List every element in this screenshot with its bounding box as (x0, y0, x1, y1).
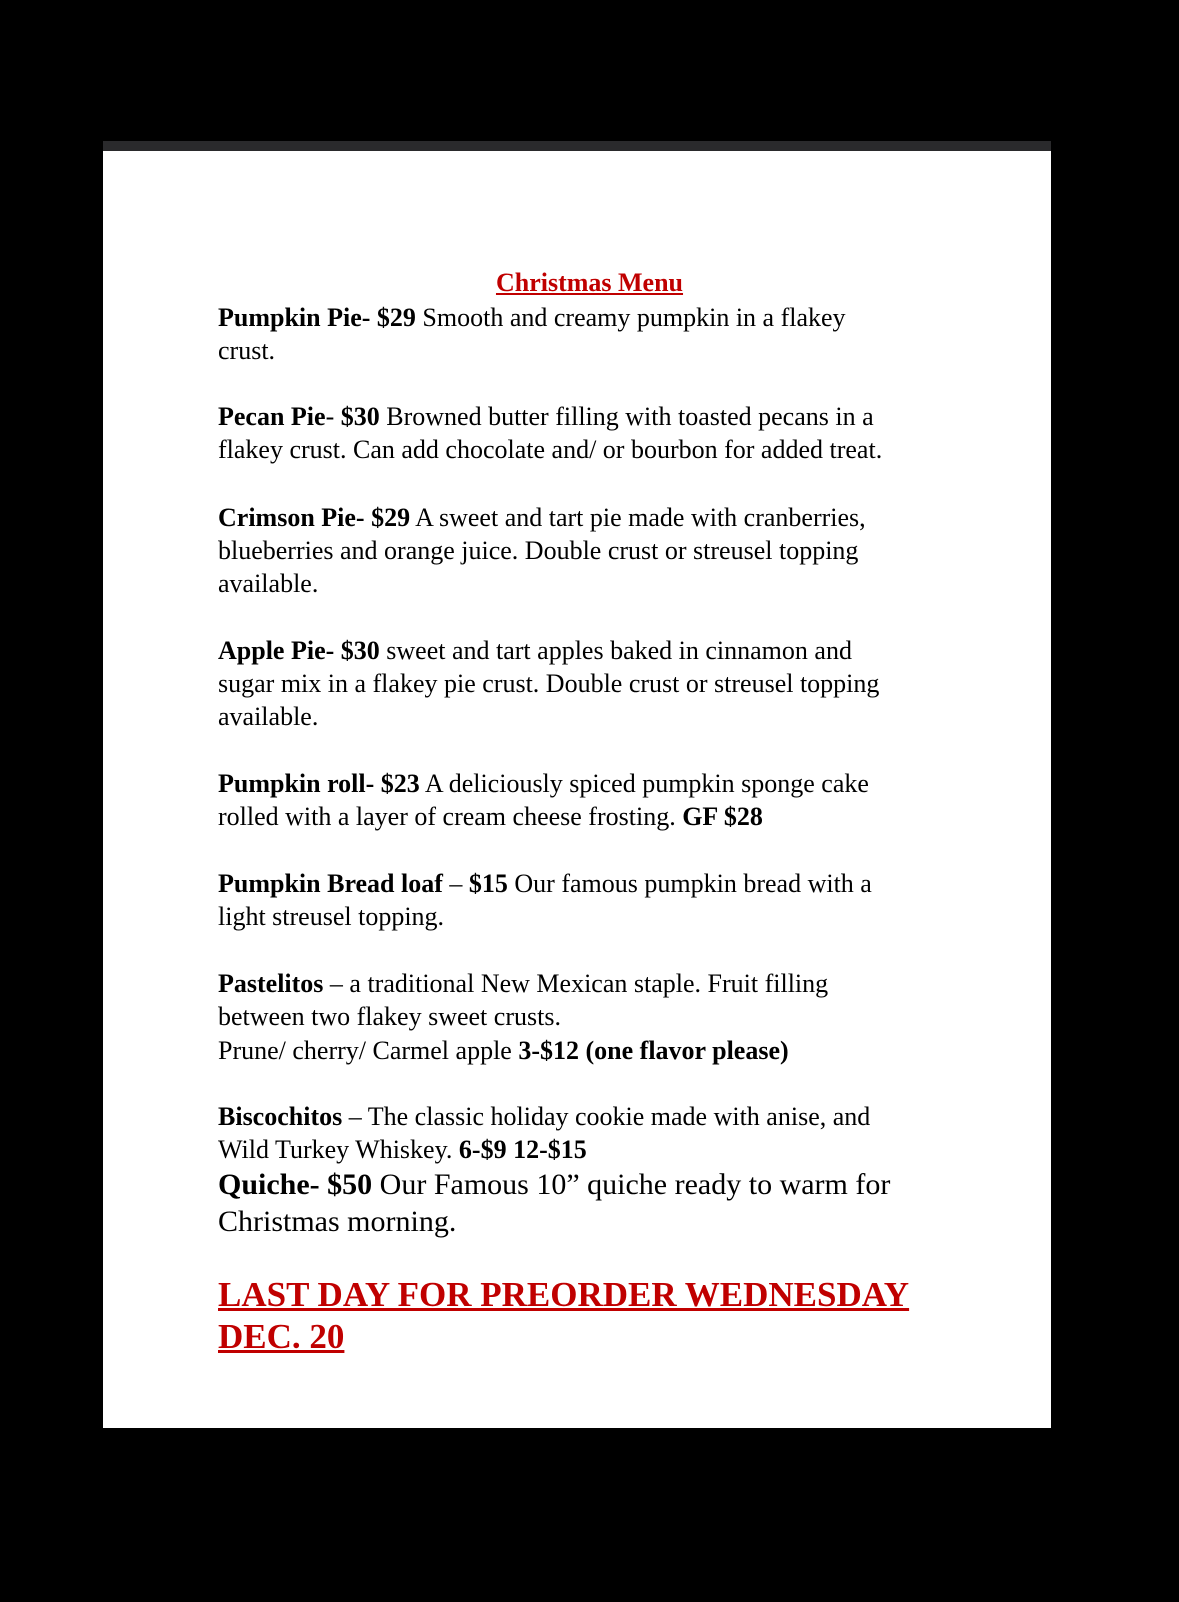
bold-text: DEC. 20 (218, 1317, 345, 1356)
bold-text: Biscochitos (218, 1101, 343, 1131)
text: – The classic holiday cookie made with anise, and (342, 1101, 871, 1131)
text: Smooth and creamy pumpkin in a flakey (415, 302, 846, 332)
text: – (442, 868, 469, 898)
bold-text: Pumpkin Bread loaf (218, 868, 443, 898)
bold-text: 3-$12 (one flavor please) (518, 1035, 789, 1065)
menu-line (218, 634, 852, 667)
bold-text: Pastelitos (218, 968, 324, 998)
menu-line (218, 800, 763, 833)
menu-line (218, 900, 444, 933)
menu-line (218, 1100, 870, 1133)
bold-text: Pecan Pie (218, 401, 326, 431)
text: sugar mix in a flakey pie crust. Double crust or streusel topping (218, 668, 880, 698)
menu-line (218, 334, 275, 367)
menu-line (218, 1203, 456, 1240)
menu-line (218, 767, 869, 800)
top-bar (103, 141, 1051, 151)
bold-text: Pumpkin roll- $23 (218, 768, 420, 798)
text: available. (218, 568, 319, 598)
bold-text: Pumpkin Pie- $29 (218, 302, 416, 332)
menu-line (218, 501, 866, 534)
menu-line (218, 567, 318, 600)
text: Our famous pumpkin bread with a (507, 868, 872, 898)
text: sweet and tart apples baked in cinnamon and (379, 635, 852, 665)
text: between two flakey sweet crusts. (218, 1001, 561, 1031)
bold-text: Apple Pie- $30 (218, 635, 380, 665)
menu-line (218, 1133, 587, 1166)
menu-line (218, 301, 846, 334)
bold-text: LAST DAY FOR PREORDER WEDNESDAY (218, 1275, 910, 1314)
text: Christmas morning. (218, 1204, 457, 1238)
menu-line (218, 1166, 890, 1203)
text: Our Famous 10” quiche ready to warm for (372, 1167, 891, 1201)
menu-line (218, 1034, 789, 1067)
text: – a traditional New Mexican staple. Fruit filling (323, 968, 829, 998)
bold-text: Quiche- $50 (218, 1167, 373, 1201)
menu-line (218, 667, 879, 700)
menu-title: Christmas Menu (495, 268, 684, 297)
menu-line (218, 700, 318, 733)
menu-line (218, 534, 858, 567)
preorder-deadline-line (218, 1274, 909, 1316)
text: flakey crust. Can add chocolate and/ or bourbon for added treat. (218, 434, 883, 464)
text: - (325, 401, 341, 431)
bold-text: Crimson Pie- $29 (218, 502, 411, 532)
text: Wild Turkey Whiskey. (218, 1134, 459, 1164)
menu-line (218, 1000, 561, 1033)
text: A deliciously spiced pumpkin sponge cake (419, 768, 869, 798)
text: rolled with a layer of cream cheese frosting. (218, 801, 683, 831)
text: available. (218, 701, 319, 731)
menu-line (218, 967, 828, 1000)
bold-text: GF $28 (682, 801, 763, 831)
bold-text: 6-$9 12-$15 (458, 1134, 587, 1164)
preorder-deadline-line (218, 1316, 344, 1358)
menu-line (218, 867, 872, 900)
text: crust. (218, 335, 276, 365)
text: A sweet and tart pie made with cranberries, (410, 502, 866, 532)
menu-line (218, 400, 874, 433)
menu-line (218, 433, 882, 466)
text: blueberries and orange juice. Double crust or streusel topping (218, 535, 859, 565)
bold-text: $30 (340, 401, 380, 431)
text: light streusel topping. (218, 901, 445, 931)
bold-text: $15 (468, 868, 508, 898)
text: Browned butter filling with toasted pecans in a (379, 401, 874, 431)
text: Prune/ cherry/ Carmel apple (218, 1035, 519, 1065)
